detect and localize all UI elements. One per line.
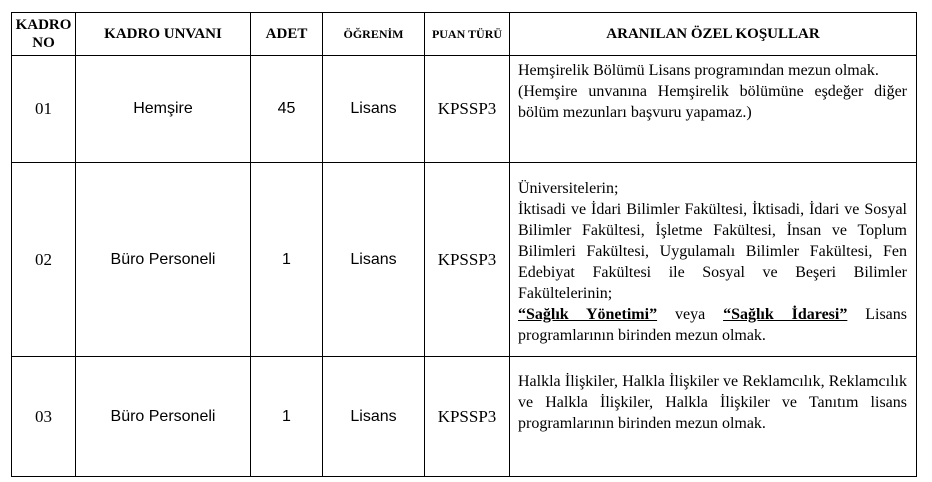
cell-adet: 1 [251, 357, 323, 477]
cell-puan-turu: KPSSP3 [425, 56, 510, 163]
condition-text: Halkla İlişkiler, Halkla İlişkiler ve Reklamcılık, Reklamcılık ve Halkla İlişkiler, Halkla İlişkiler ve Tanıtım lisans programlarının birinden mezun olmak. [518, 373, 907, 432]
cell-conditions [510, 163, 917, 357]
cell-ogrenim: Lisans [323, 357, 425, 477]
table-row [12, 56, 917, 163]
cell-puan-turu: KPSSP3 [425, 357, 510, 477]
cell-ogrenim: Lisans [323, 163, 425, 357]
cell-conditions [510, 56, 917, 163]
header-puan-turu: PUAN TÜRÜ [425, 13, 510, 56]
table-row [12, 357, 917, 477]
cell-unvan: Hemşire [76, 56, 251, 163]
kadro-table [11, 12, 917, 477]
header-ozel-kosullar: ARANILAN ÖZEL KOŞULLAR [510, 13, 917, 56]
condition-note: (Hemşire unvanına Hemşirelik bölümüne eşdeğer diğer bölüm mezunları başvuru yapamaz.) [518, 83, 907, 121]
cell-unvan: Büro Personeli [76, 163, 251, 357]
condition-intro: Üniversitelerin; [518, 180, 619, 197]
program-suffix: Lisans programlarının birinden mezun olmak. [518, 306, 908, 344]
cell-kadro-no: 02 [12, 163, 76, 357]
program-connector: veya [674, 306, 706, 323]
cell-conditions [510, 357, 917, 477]
condition-text: Hemşirelik Bölümü Lisans programından mezun olmak. [518, 62, 879, 79]
cell-ogrenim: Lisans [323, 56, 425, 163]
condition-faculties: İktisadi ve İdari Bilimler Fakültesi, İktisadi, İdari ve Sosyal Bilimler Fakültesi, İşletme Fakültesi, İnsan ve Toplum Bilimleri Fakültesi, Uygulamalı Bilimler Fakültesi, Fen Edebiyat Fakültesi ile Sosyal ve Beşeri Bilimler Fakültelerinin; [518, 201, 907, 302]
cell-unvan: Büro Personeli [76, 357, 251, 477]
cell-kadro-no: 03 [12, 357, 76, 477]
header-kadro-unvani: KADRO UNVANI [76, 13, 251, 56]
cell-adet: 45 [251, 56, 323, 163]
program-saglik-idaresi: “Sağlık İdaresi” [723, 306, 848, 323]
header-ogrenim: ÖĞRENİM [323, 13, 425, 56]
cell-kadro-no: 01 [12, 56, 76, 163]
cell-puan-turu: KPSSP3 [425, 163, 510, 357]
header-adet: ADET [251, 13, 323, 56]
table-row [12, 163, 917, 357]
program-saglik-yonetimi: “Sağlık Yönetimi” [518, 306, 658, 323]
header-kadro-no: KADRO NO [12, 13, 76, 56]
table-header-row [12, 13, 917, 56]
cell-adet: 1 [251, 163, 323, 357]
condition-programs [518, 304, 907, 346]
